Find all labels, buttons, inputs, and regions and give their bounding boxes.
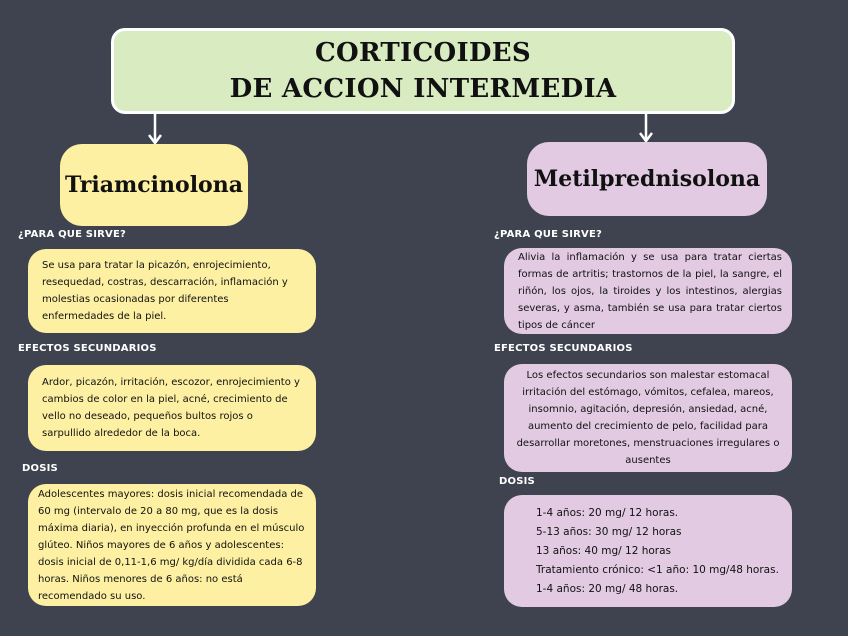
right-dose-line: Tratamiento crónico: <1 año: 10 mg/48 horas.	[536, 563, 779, 576]
drug-name-metilprednisolona: Metilprednisolona	[527, 142, 767, 216]
left-effects-text: Ardor, picazón, irritación, escozor, enrojecimiento y cambios de color en la piel, acné, crecimiento de vello no deseado, pequeños bultos rojos o sarpullido alrededor de la boca.	[42, 377, 300, 439]
right-dose-label: DOSIS	[499, 476, 535, 487]
left-dose-label: DOSIS	[22, 463, 58, 474]
right-dose-line: 13 años: 40 mg/ 12 horas	[536, 544, 672, 557]
left-effects-card	[28, 365, 316, 451]
right-uses-card	[504, 248, 792, 334]
left-uses-text: Se usa para tratar la picazón, enrojecimiento, resequedad, costras, descarración, inflamación y molestias ocasionadas por diferentes enfermedades de la piel.	[42, 260, 288, 322]
right-dose-line: 1-4 años: 20 mg/ 12 horas.	[536, 506, 679, 519]
title-line-1: CORTICOIDES	[315, 38, 531, 68]
right-effects-card	[504, 364, 792, 472]
left-uses-label: ¿PARA QUE SIRVE?	[18, 229, 126, 240]
right-dose-card	[504, 495, 792, 607]
arrow-down-left-icon	[148, 114, 162, 146]
right-effects-text: Los efectos secundarios son malestar estomacal irritación del estómago, vómitos, cefalea, mareos, insomnio, agitación, depresión, ansiedad, acné, aumento del crecimiento de pelo, facilidad para desarrollar moretones, menstruaciones irregulares o ausentes	[516, 370, 780, 466]
left-uses-card	[28, 249, 316, 333]
right-uses-label: ¿PARA QUE SIRVE?	[494, 229, 602, 240]
left-effects-label: EFECTOS SECUNDARIOS	[18, 343, 157, 354]
right-uses-text: Alivia la inflamación y se usa para tratar ciertas formas de artritis; trastornos de la piel, la sangre, el riñón, los ojos, la tiroides y los intestinos, alergias severas, y asma, también se usa para tratar ciertos tipos de cáncer	[518, 251, 782, 331]
title-line-2: DE ACCION INTERMEDIA	[229, 74, 617, 104]
title-box	[111, 28, 735, 114]
right-effects-label: EFECTOS SECUNDARIOS	[494, 343, 633, 354]
right-dose-line: 5-13 años: 30 mg/ 12 horas	[536, 525, 682, 538]
left-dose-card	[28, 484, 316, 606]
left-dose-text: Adolescentes mayores: dosis inicial recomendada de 60 mg (intervalo de 20 a 80 mg, que es la dosis máxima diaria), en inyección profunda en el músculo glúteo. Niños mayores de 6 años y adolescentes: dosis inicial de 0,11-1,6 mg/ kg/día dividida cada 6-8 horas. Niños menores de 6 años: no está recomendado su uso.	[38, 488, 305, 602]
drug-name-triamcinolona: Triamcinolona	[60, 144, 248, 226]
right-dose-line: 1-4 años: 20 mg/ 48 horas.	[536, 582, 679, 595]
